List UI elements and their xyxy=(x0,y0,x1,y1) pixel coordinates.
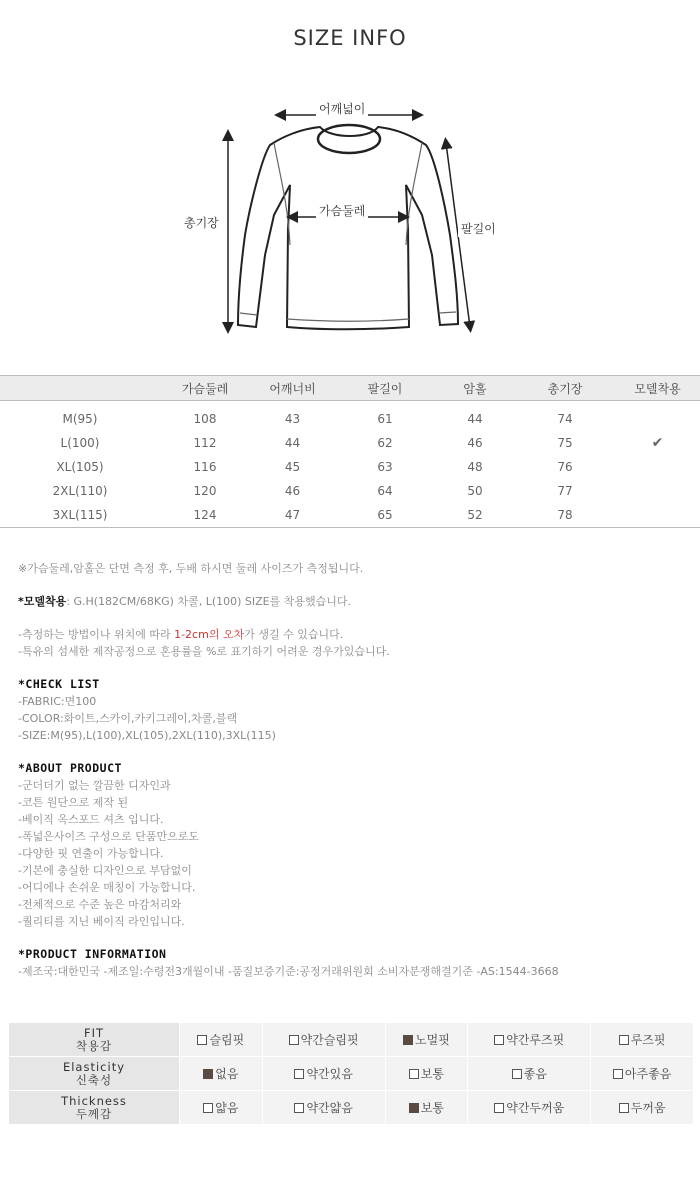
thickness-option: 약간두꺼움 xyxy=(468,1091,591,1125)
fit-option: 노멀핏 xyxy=(385,1023,468,1057)
size-table-header xyxy=(0,376,700,401)
shoulder-label: 어깨넓이 xyxy=(316,100,368,117)
checkbox-icon xyxy=(494,1103,504,1113)
list-item: -전체적으로 수준 높은 마감처리와 xyxy=(18,898,182,911)
fit-option: 약간루즈핏 xyxy=(468,1023,591,1057)
size-table xyxy=(0,375,700,528)
header-model: 모델착용 xyxy=(615,376,700,401)
thickness-row-header: Thickness 두께감 xyxy=(9,1091,180,1125)
thickness-row xyxy=(9,1091,694,1125)
checkbox-icon xyxy=(294,1103,304,1113)
fit-row-header: FIT 착용감 xyxy=(9,1023,180,1057)
checkbox-checked-icon xyxy=(403,1035,413,1045)
fit-option: 슬림핏 xyxy=(180,1023,263,1057)
list-item: -다양한 핏 연출이 가능합니다. xyxy=(18,847,164,860)
checkbox-checked-icon xyxy=(409,1103,419,1113)
error-note: -측정하는 방법이나 위치에 따라 1-2cm의 오차가 생길 수 있습니다. xyxy=(18,628,344,641)
fit-option: 약간슬림핏 xyxy=(262,1023,385,1057)
header-shoulder: 어깨너비 xyxy=(250,376,335,401)
checkbox-icon xyxy=(409,1069,419,1079)
checkbox-icon xyxy=(203,1103,213,1113)
list-item: -FABRIC:면100 xyxy=(18,695,97,708)
product-info-heading: *PRODUCT INFORMATION xyxy=(18,947,167,961)
table-row: L(100) 112 44 62 46 75 ✔ xyxy=(0,431,700,455)
list-item: -SIZE:M(95),L(100),XL(105),2XL(110),3XL(115) xyxy=(18,729,276,742)
list-item: -COLOR:화이트,스카이,카키그레이,차콜,블랙 xyxy=(18,712,238,725)
checkbox-icon xyxy=(294,1069,304,1079)
elasticity-row-header: Elasticity 신축성 xyxy=(9,1057,180,1091)
list-item: -베이직 옥스포드 셔츠 입니다. xyxy=(18,813,164,826)
table-row: 2XL(110) 120 46 64 50 77 xyxy=(52,483,573,498)
checkbox-icon xyxy=(197,1035,207,1045)
thickness-option: 약간얇음 xyxy=(262,1091,385,1125)
checkbox-icon xyxy=(613,1069,623,1079)
list-item: -퀄리티를 지닌 베이직 라인입니다. xyxy=(18,915,185,928)
check-list-heading: *CHECK LIST xyxy=(18,677,100,691)
elasticity-option: 좋음 xyxy=(468,1057,591,1091)
header-size xyxy=(0,376,160,401)
table-row: XL(105) 116 45 63 48 76 xyxy=(56,459,573,474)
list-item: -군더더기 없는 깔끔한 디자인과 xyxy=(18,779,171,792)
header-length: 총기장 xyxy=(515,376,615,401)
list-item: -어디에나 손쉬운 매칭이 가능합니다. xyxy=(18,881,196,894)
elasticity-option: 약간있음 xyxy=(262,1057,385,1091)
checkmark-icon: ✔ xyxy=(651,434,664,451)
measure-note: ※가슴둘레,암홀은 단면 측정 후, 두배 하시면 둘레 사이즈가 측정됩니다. xyxy=(18,562,364,575)
sleeve-label: 팔길이 xyxy=(458,220,499,237)
product-info-text: -제조국:대한민국 -제조일:수령전3개월이내 -품질보증기준:공정거래위원회 소비자분쟁해결기준 -AS:1544-3668 xyxy=(18,965,559,978)
checkbox-icon xyxy=(494,1035,504,1045)
fit-table xyxy=(8,1022,694,1125)
header-chest: 가슴둘레 xyxy=(160,376,250,401)
checkbox-icon xyxy=(619,1103,629,1113)
table-row: 3XL(115) 124 47 65 52 78 xyxy=(0,503,700,528)
elasticity-row xyxy=(9,1057,694,1091)
checkbox-icon xyxy=(512,1069,522,1079)
elasticity-option: 보통 xyxy=(385,1057,468,1091)
model-note: *모델착용: G.H(182CM/68KG) 차콜, L(100) SIZE를 착용했습니다. xyxy=(18,595,351,608)
chest-label: 가슴둘레 xyxy=(316,202,368,219)
list-item: -폭넓은사이즈 구성으로 단품만으로도 xyxy=(18,830,199,843)
product-notes xyxy=(18,560,688,980)
table-row: M(95) 108 43 61 44 74 xyxy=(62,411,573,426)
checkbox-icon xyxy=(289,1035,299,1045)
checkbox-icon xyxy=(619,1035,629,1045)
page-title: SIZE INFO xyxy=(293,26,407,50)
thickness-option: 얇음 xyxy=(180,1091,263,1125)
length-label: 총기장 xyxy=(181,214,222,231)
thickness-option: 두꺼움 xyxy=(591,1091,694,1125)
header-sleeve: 팔길이 xyxy=(335,376,435,401)
fabric-note: -특유의 섬세한 제작공정으로 혼용률을 %로 표기하기 어려운 경우가있습니다. xyxy=(18,645,390,658)
header-armhole: 암홀 xyxy=(435,376,515,401)
elasticity-option: 아주좋음 xyxy=(591,1057,694,1091)
list-item: -코튼 원단으로 제작 된 xyxy=(18,796,129,809)
list-item: -기본에 충실한 디자인으로 부담없이 xyxy=(18,864,192,877)
fit-option: 루즈핏 xyxy=(591,1023,694,1057)
thickness-option: 보통 xyxy=(385,1091,468,1125)
elasticity-option: 없음 xyxy=(180,1057,263,1091)
fit-row xyxy=(9,1023,694,1057)
about-product-heading: *ABOUT PRODUCT xyxy=(18,761,122,775)
checkbox-checked-icon xyxy=(203,1069,213,1079)
